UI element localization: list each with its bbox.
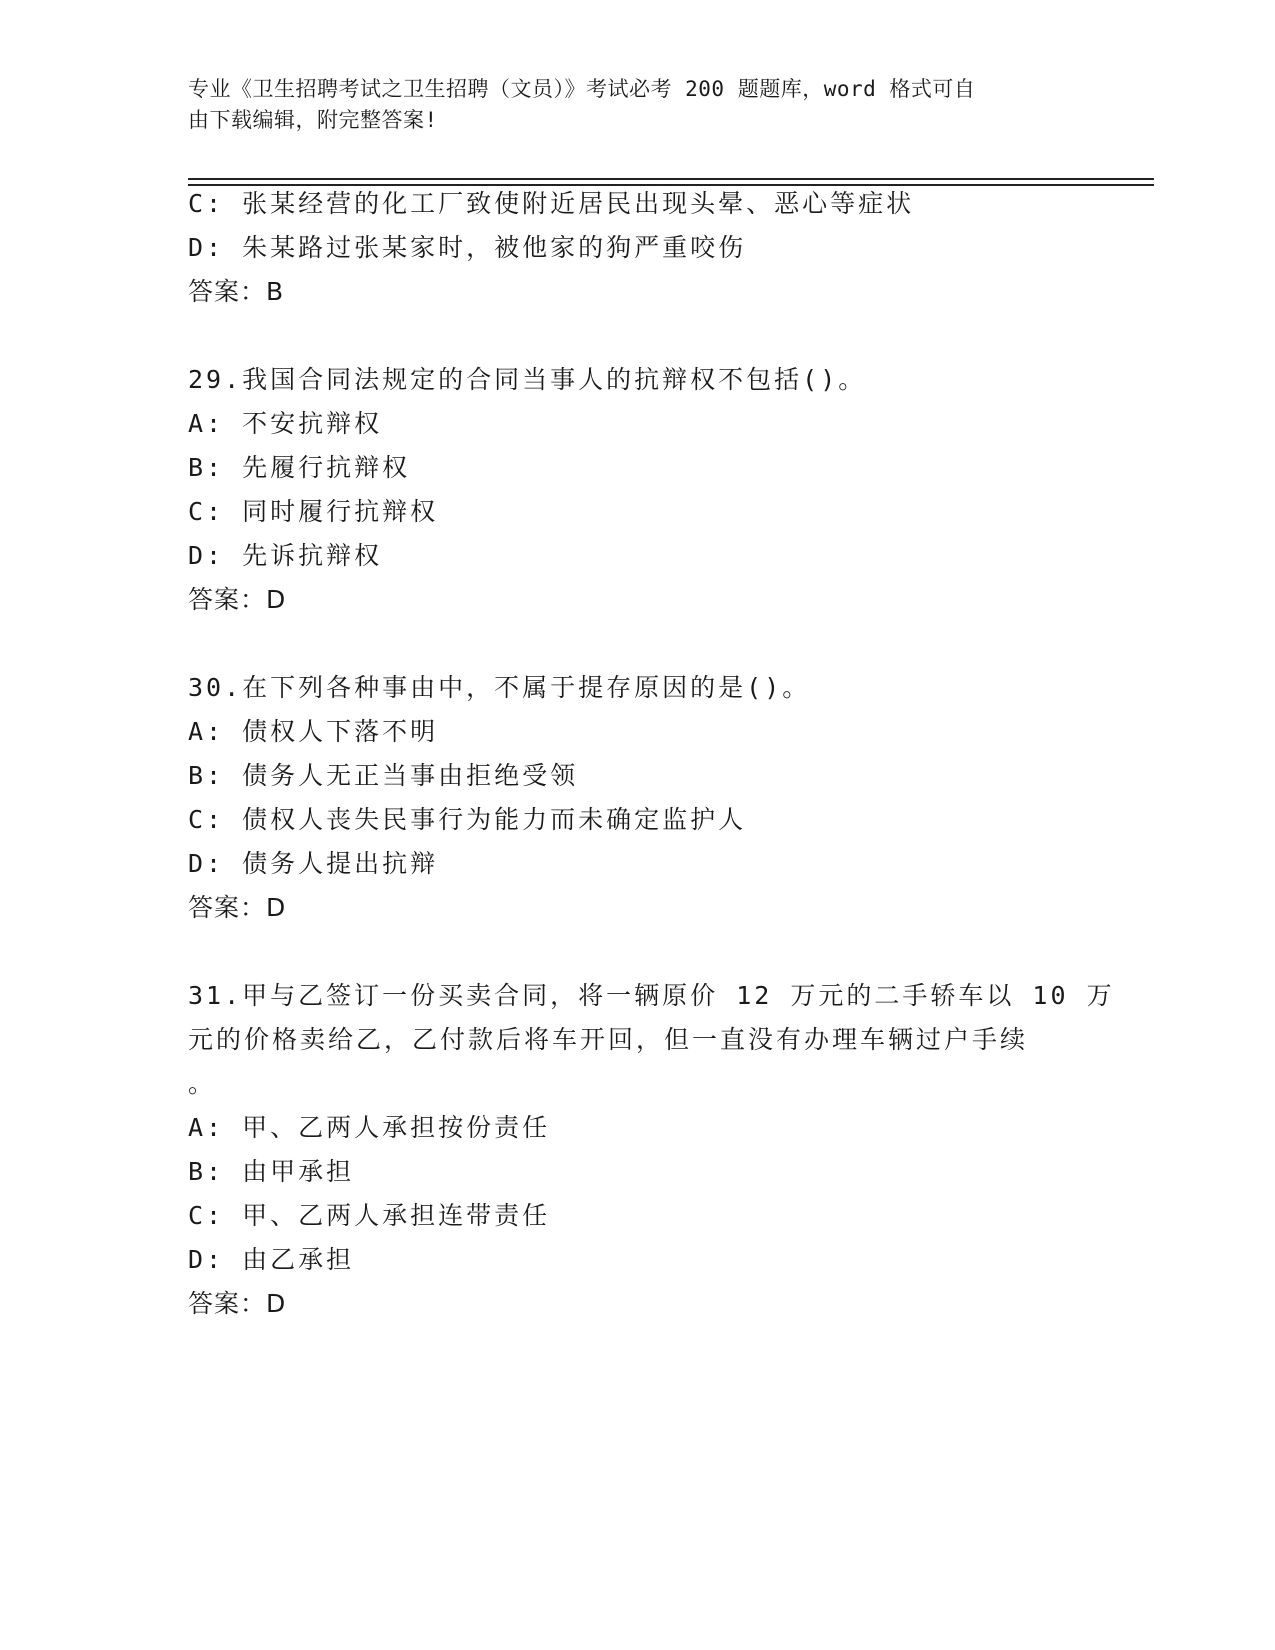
q31-option-b: B: 由甲承担 [188, 1157, 355, 1186]
q31-stem-line-1: 31.甲与乙签订一份买卖合同，将一辆原价 12 万元的二手轿车以 10 万 [188, 981, 1115, 1010]
q29-option-a: A: 不安抗辩权 [188, 409, 383, 438]
q30-answer: 答案：D [188, 893, 287, 922]
q31-option-c: C: 甲、乙两人承担连带责任 [188, 1201, 551, 1230]
q30-stem: 30.在下列各种事由中，不属于提存原因的是()。 [188, 673, 811, 702]
q29-option-d: D: 先诉抗辩权 [188, 541, 383, 570]
q30-option-c: C: 债权人丧失民事行为能力而未确定监护人 [188, 805, 747, 834]
q30-option-a: A: 债权人下落不明 [188, 717, 439, 746]
q30-option-b: B: 债务人无正当事由拒绝受领 [188, 761, 579, 790]
document-header [188, 74, 1078, 136]
header-line-1: 专业《卫生招聘考试之卫生招聘（文员）》考试必考 200 题题库，word 格式可自 [188, 77, 976, 101]
header-rule-top [188, 178, 1154, 180]
q30-option-d: D: 债务人提出抗辩 [188, 849, 439, 878]
q29-option-c: C: 同时履行抗辩权 [188, 497, 439, 526]
q31-answer: 答案：D [188, 1289, 287, 1318]
q29-answer: 答案：D [188, 585, 287, 614]
carryover-option-c: C: 张某经营的化工厂致使附近居民出现头晕、恶心等症状 [188, 189, 915, 218]
header-line-2: 由下载编辑，附完整答案! [188, 108, 438, 132]
q29-stem: 29.我国合同法规定的合同当事人的抗辩权不包括()。 [188, 365, 867, 394]
carryover-answer: 答案：B [188, 277, 285, 306]
q31-option-a: A: 甲、乙两人承担按份责任 [188, 1113, 551, 1142]
q29-option-b: B: 先履行抗辩权 [188, 453, 411, 482]
carryover-option-d: D: 朱某路过张某家时，被他家的狗严重咬伤 [188, 233, 747, 262]
q31-stem-line-2: 元的价格卖给乙，乙付款后将车开回，但一直没有办理车辆过户手续 [188, 1025, 1029, 1054]
q31-option-d: D: 由乙承担 [188, 1245, 355, 1274]
q31-stem-line-3: 。 [188, 1069, 214, 1098]
